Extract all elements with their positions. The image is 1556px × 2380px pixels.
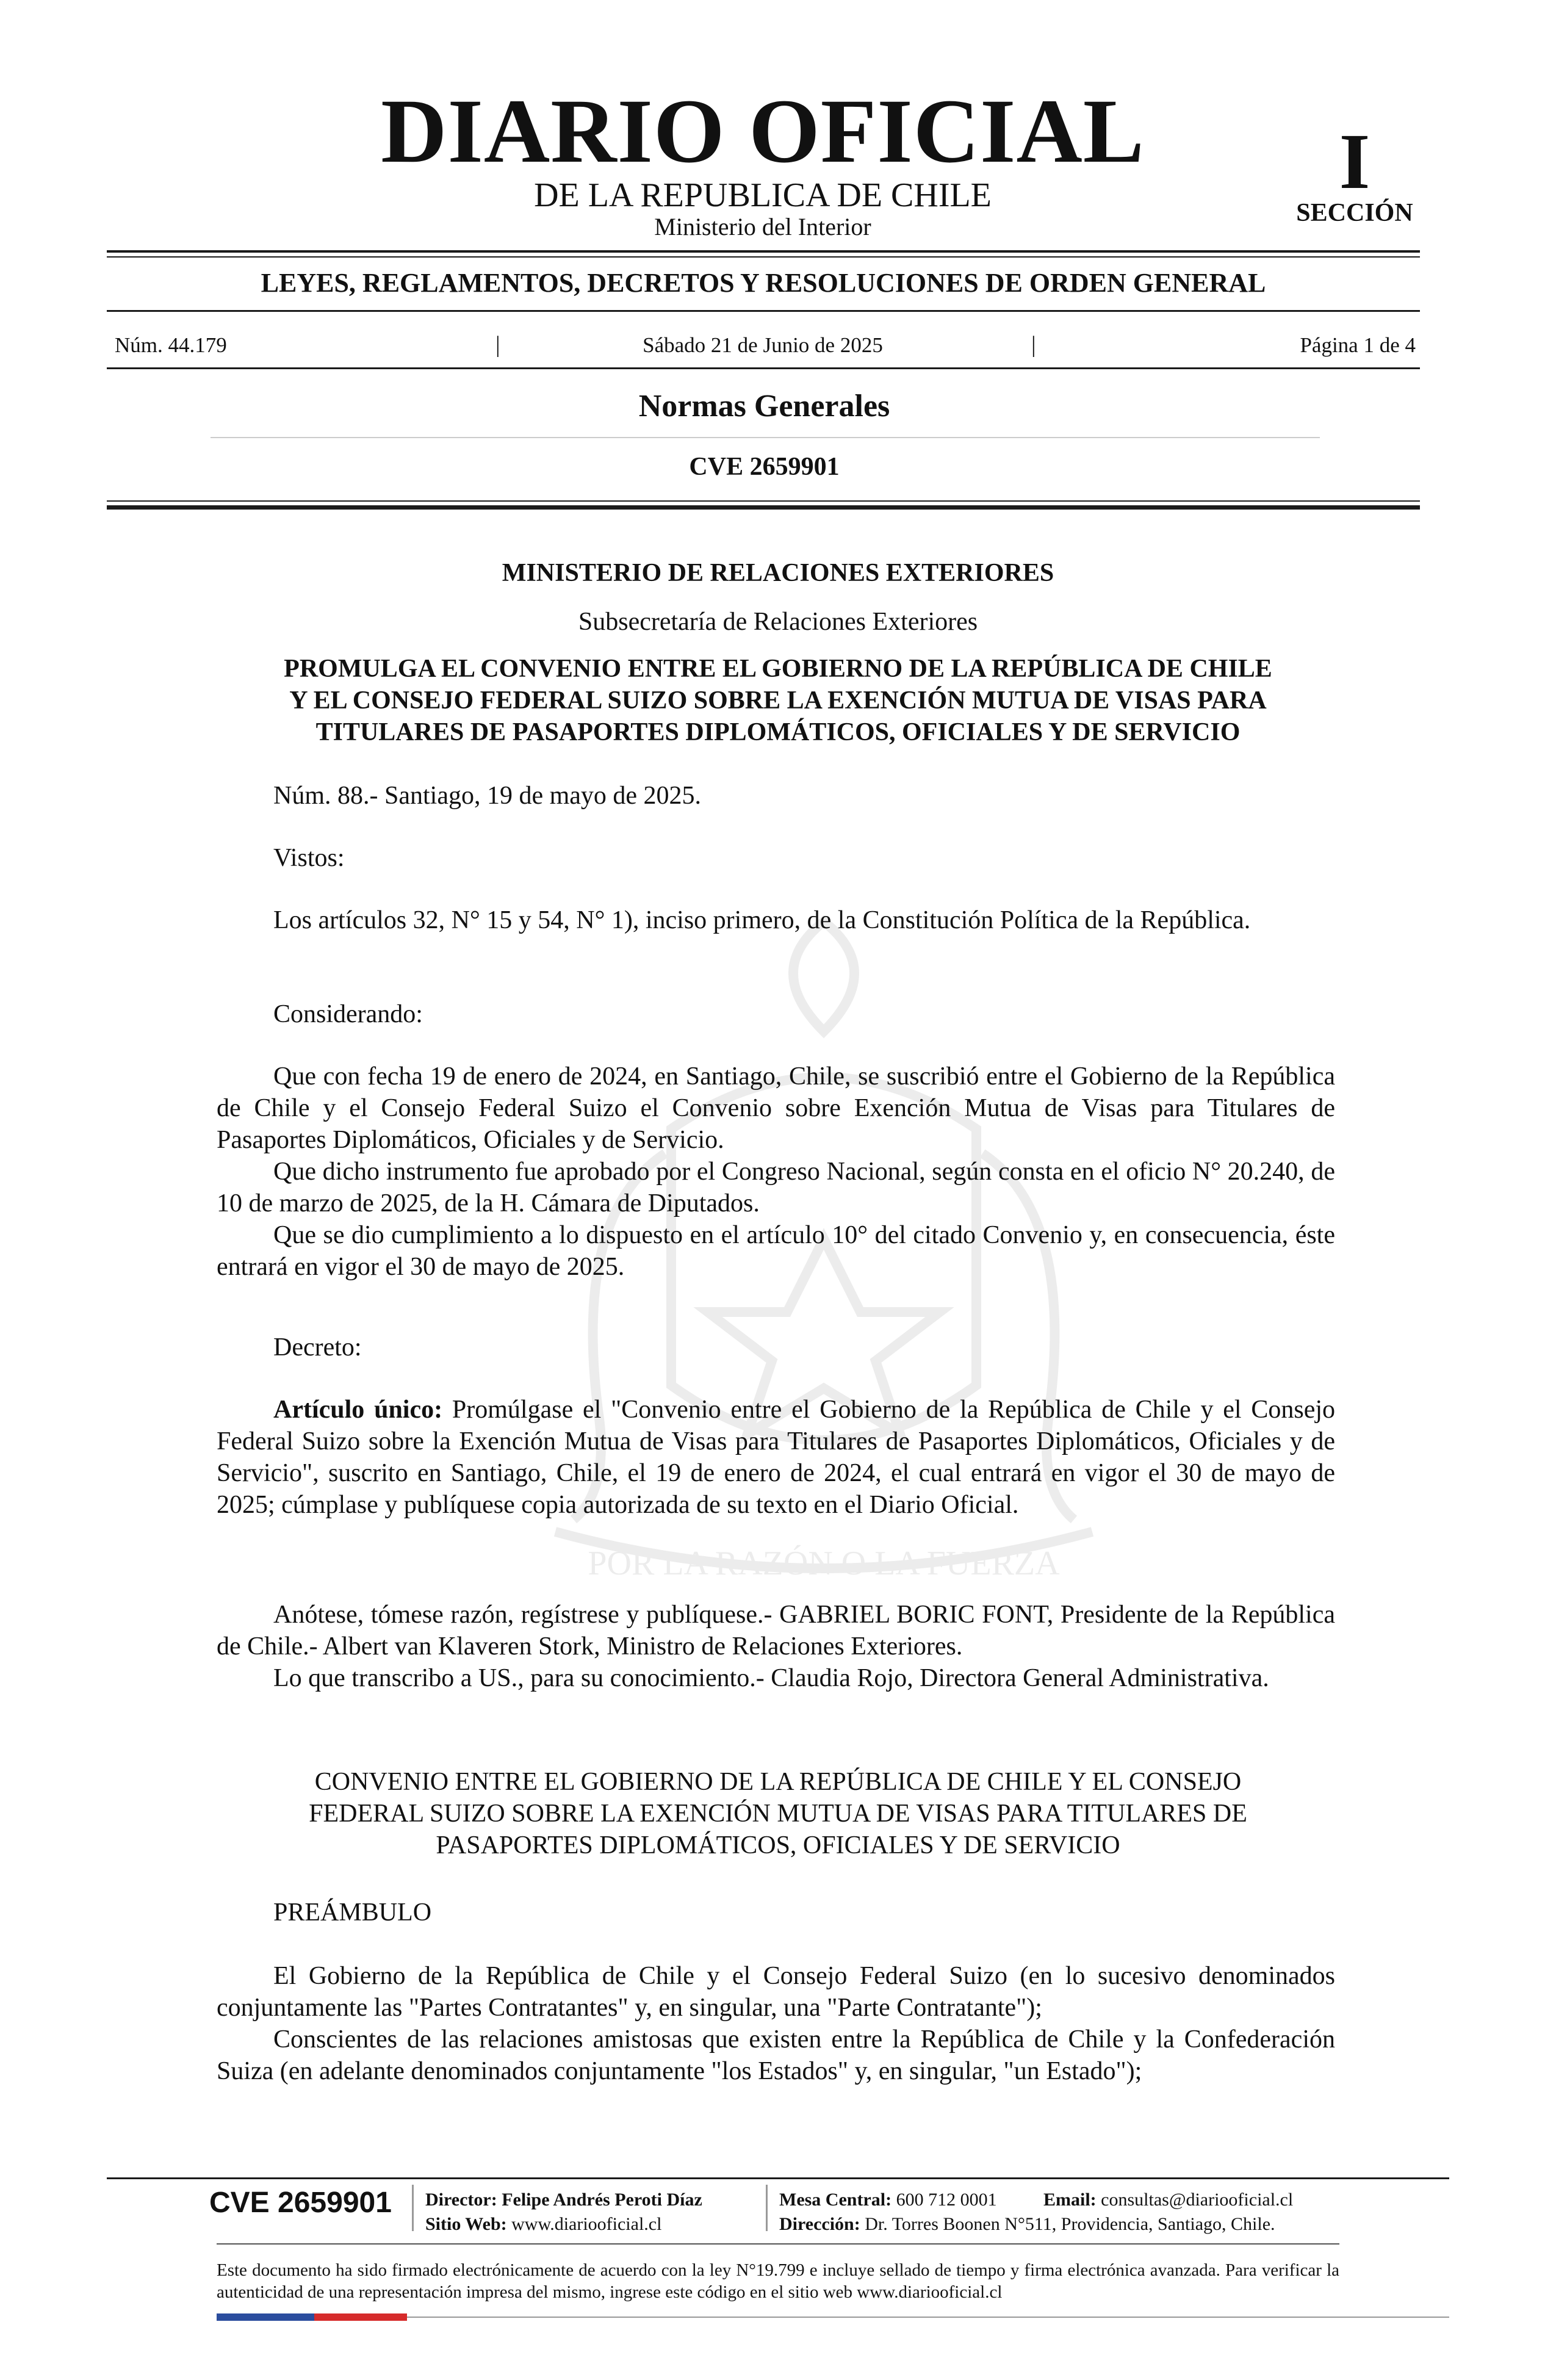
decreto-heading: Decreto: (273, 1333, 362, 1361)
closing-paragraph: Anótese, tómese razón, regístrese y publíquese.- GABRIEL BORIC FONT, Presidente de la República de Chile.- Albert van Klaveren Stork, Ministro de Relaciones Exteriores. (217, 1601, 1335, 1661)
section-number: I (1339, 118, 1371, 206)
preambulo-paragraph: El Gobierno de la República de Chile y el Consejo Federal Suizo (en lo sucesivo denominados conjuntamente las "Partes Contratantes" y, en singular, una "Parte Contratante"); (217, 1962, 1335, 2022)
masthead-title: DIARIO OFICIAL (381, 81, 1145, 182)
page-indicator: Página 1 de 4 (1300, 333, 1416, 357)
footer-mesa-central: Mesa Central: 600 712 0001 (779, 2190, 997, 2210)
considerando-heading: Considerando: (273, 1000, 423, 1028)
cve-code: CVE 2659901 (689, 453, 840, 481)
document-title-line: Y EL CONSEJO FEDERAL SUIZO SOBRE LA EXENCIÓN MUTUA DE VISAS PARA (289, 687, 1267, 715)
info-separator: | (495, 332, 500, 358)
vistos-text: Los artículos 32, N° 15 y 54, N° 1), inciso primero, de la Constitución Política de la República. (273, 906, 1251, 934)
issue-date: Sábado 21 de Junio de 2025 (643, 333, 883, 357)
footer-legal-note: Este documento ha sido firmado electrónicamente de acuerdo con la ley N°19.799 e incluye sellado de tiempo y firma electrónica avanzada. Para verificar la autenticidad de una representación impresa del mismo, ingrese este código en el sitio web www.diariooficial.cl (217, 2260, 1339, 2302)
closing-paragraph: Lo que transcribo a US., para su conocimiento.- Claudia Rojo, Directora General Administrativa. (273, 1664, 1269, 1692)
articulo-text: Promúlgase el "Convenio entre el Gobierno de la República de Chile y el Consejo Federal Suizo sobre la Exención Mutua de Visas para Titulares de Pasaportes Diplomáticos, Oficiales y de Servicio", suscrito en Santiago, Chile, el 19 de enero de 2024, el cual entrará en vigor el 30 de mayo de 2025; cúmplase y publíquese copia autorizada de su texto en el Diario Oficial. (217, 1396, 1336, 1519)
document-title-line: PROMULGA EL CONVENIO ENTRE EL GOBIERNO DE LA REPÚBLICA DE CHILE (284, 655, 1272, 683)
footer-flag-red (314, 2313, 407, 2321)
masthead-rule-top (107, 250, 1420, 253)
convenio-title-line: FEDERAL SUIZO SOBRE LA EXENCIÓN MUTUA DE VISAS PARA TITULARES DE (309, 1800, 1247, 1828)
footer-flag-blue (217, 2313, 314, 2321)
considerando-paragraph: Que se dio cumplimiento a lo dispuesto en el artículo 10° del citado Convenio y, en consecuencia, éste entrará en vigor el 30 de mayo de 2025. (217, 1221, 1335, 1281)
document-ministry: MINISTERIO DE RELACIONES EXTERIORES (502, 559, 1054, 587)
section-label: SECCIÓN (1296, 199, 1413, 227)
document-subsecretaria: Subsecretaría de Relaciones Exteriores (578, 608, 978, 636)
header-rule-thin (107, 500, 1420, 502)
preambulo-heading: PREÁMBULO (273, 1899, 432, 1927)
section-title-rule (211, 437, 1320, 438)
masthead-rule-top-thin (107, 256, 1420, 258)
footer-divider (412, 2185, 414, 2231)
issue-number: Núm. 44.179 (115, 333, 227, 357)
convenio-title-line: PASAPORTES DIPLOMÁTICOS, OFICIALES Y DE SERVICIO (436, 1831, 1120, 1859)
footer-director: Director: Felipe Andrés Peroti Díaz (425, 2190, 702, 2210)
footer-website: Sitio Web: www.diariooficial.cl (425, 2214, 662, 2234)
watermark-motto: POR LA RAZÓN O LA FUERZA (588, 1545, 1060, 1582)
footer-rule-mid (217, 2243, 1339, 2245)
info-separator: | (1031, 332, 1036, 358)
category-banner: LEYES, REGLAMENTOS, DECRETOS Y RESOLUCIONES DE ORDEN GENERAL (261, 268, 1266, 298)
articulo-unico (217, 1394, 1335, 1521)
section-title: Normas Generales (638, 389, 890, 424)
masthead-subtitle: DE LA REPUBLICA DE CHILE (534, 176, 992, 214)
info-rule (107, 367, 1420, 369)
footer-cve-code: CVE 2659901 (209, 2187, 392, 2219)
articulo-label: Artículo único: (273, 1396, 443, 1424)
footer-address: Dirección: Dr. Torres Boonen N°511, Providencia, Santiago, Chile. (779, 2214, 1275, 2234)
footer-rule-top (107, 2177, 1449, 2179)
footer-email: Email: consultas@diariooficial.cl (1043, 2190, 1294, 2210)
category-rule (107, 310, 1420, 312)
header-rule-thick (107, 505, 1420, 510)
vistos-heading: Vistos: (273, 844, 345, 872)
footer-rule-bottom (407, 2317, 1449, 2318)
convenio-title-line: CONVENIO ENTRE EL GOBIERNO DE LA REPÚBLICA DE CHILE Y EL CONSEJO (314, 1768, 1242, 1796)
decree-number: Núm. 88.- Santiago, 19 de mayo de 2025. (273, 782, 702, 810)
considerando-paragraph: Que con fecha 19 de enero de 2024, en Santiago, Chile, se suscribió entre el Gobierno de la República de Chile y el Consejo Federal Suizo el Convenio sobre Exención Mutua de Visas para Titulares de Pasaportes Diplomáticos, Oficiales y de Servicio. (217, 1062, 1335, 1154)
considerando-paragraph: Que dicho instrumento fue aprobado por el Congreso Nacional, según consta en el oficio N° 20.240, de 10 de marzo de 2025, de la H. Cámara de Diputados. (217, 1158, 1335, 1217)
masthead-ministry: Ministerio del Interior (654, 213, 871, 240)
document-title-line: TITULARES DE PASAPORTES DIPLOMÁTICOS, OFICIALES Y DE SERVICIO (315, 718, 1241, 746)
preambulo-paragraph: Conscientes de las relaciones amistosas que existen entre la República de Chile y la Confederación Suiza (en adelante denominados conjuntamente "los Estados" y, en singular, "un Estado"); (217, 2025, 1335, 2085)
footer-divider (766, 2185, 768, 2231)
